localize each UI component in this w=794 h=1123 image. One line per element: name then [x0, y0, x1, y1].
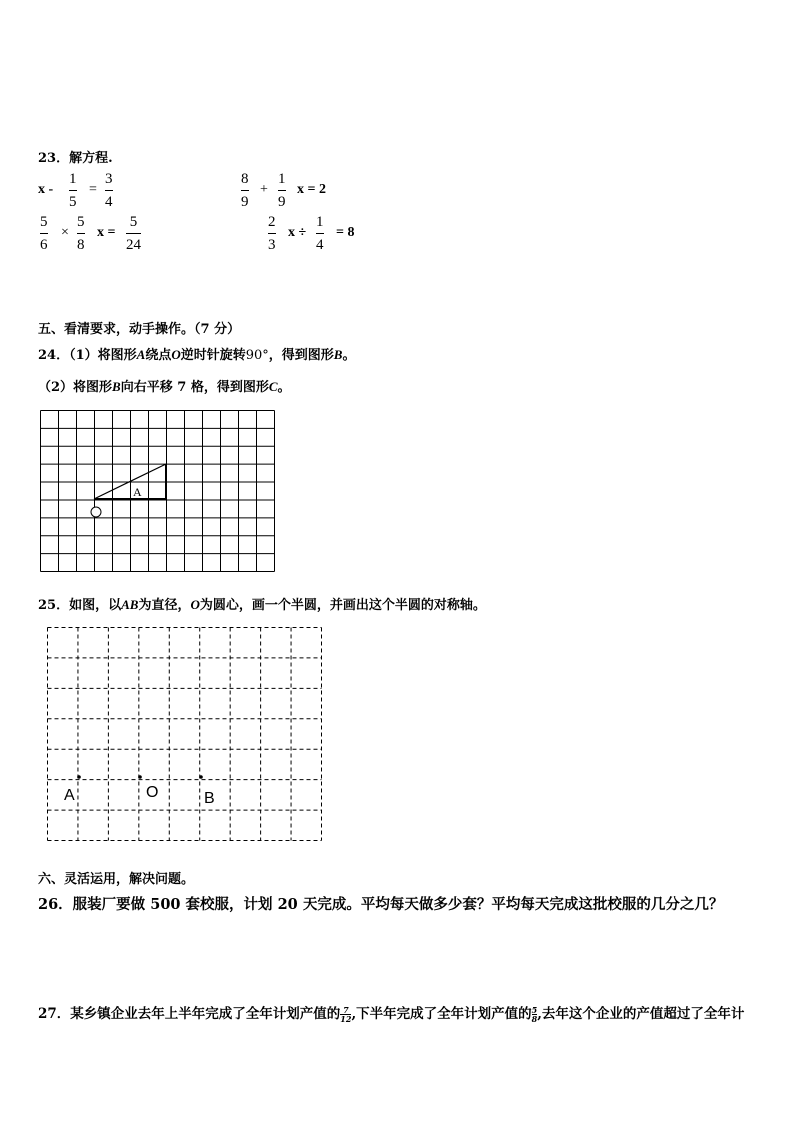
fraction: 5 6 — [40, 214, 48, 253]
point-o-marker — [91, 507, 101, 517]
q23-title: 23．解方程. — [38, 151, 113, 166]
fraction: 5 8 — [77, 214, 85, 253]
fraction: 2 3 — [268, 214, 276, 253]
fraction: 5 24 — [126, 214, 141, 253]
q24-line-1: 24．（1）将图形A绕点O逆时针旋转90°，得到图形B。 — [38, 347, 356, 363]
section-6-title: 六、灵活运用，解决问题。 — [38, 872, 195, 887]
fraction: 8 9 — [241, 171, 249, 210]
section-5-title: 五、看清要求，动手操作。（7 分） — [38, 322, 241, 337]
label-a: A — [64, 787, 75, 804]
fraction: $\frac{7}{12}$ — [340, 1005, 352, 1024]
label-b: B — [204, 790, 215, 807]
q25-text: 25．如图，以AB为直径，O为圆心，画一个半圆，并画出这个半圆的对称轴。 — [38, 597, 486, 613]
q24-line-2: （2）将图形B向右平移 7 格，得到图形C。 — [38, 379, 291, 395]
fraction: 1 5 — [69, 171, 77, 210]
fraction: 1 9 — [278, 171, 286, 210]
fraction: $\frac{5}{8}$ — [531, 1005, 538, 1024]
shape-a-label: A — [133, 485, 142, 499]
point-b — [199, 775, 203, 779]
fraction: 3 4 — [105, 171, 113, 210]
label-o: O — [146, 784, 159, 801]
fraction: 1 4 — [316, 214, 324, 253]
q27-text: 27．某乡镇企业去年上半年完成了全年计划产值的 $\frac{7}{12}$ ,下半年完成了全年计划产值的 $\frac{5}{8}$ ,去年这个企业的产值超过了全年计 — [38, 1005, 745, 1024]
q25-grid[interactable] — [47, 627, 324, 843]
q24-grid[interactable] — [40, 410, 276, 573]
point-a — [77, 775, 81, 779]
q26-text: 26．服装厂要做 500 套校服，计划 20 天完成。平均每天做多少套？平均每天完成这批校服的几分之几？ — [38, 896, 724, 913]
point-o — [138, 775, 142, 779]
